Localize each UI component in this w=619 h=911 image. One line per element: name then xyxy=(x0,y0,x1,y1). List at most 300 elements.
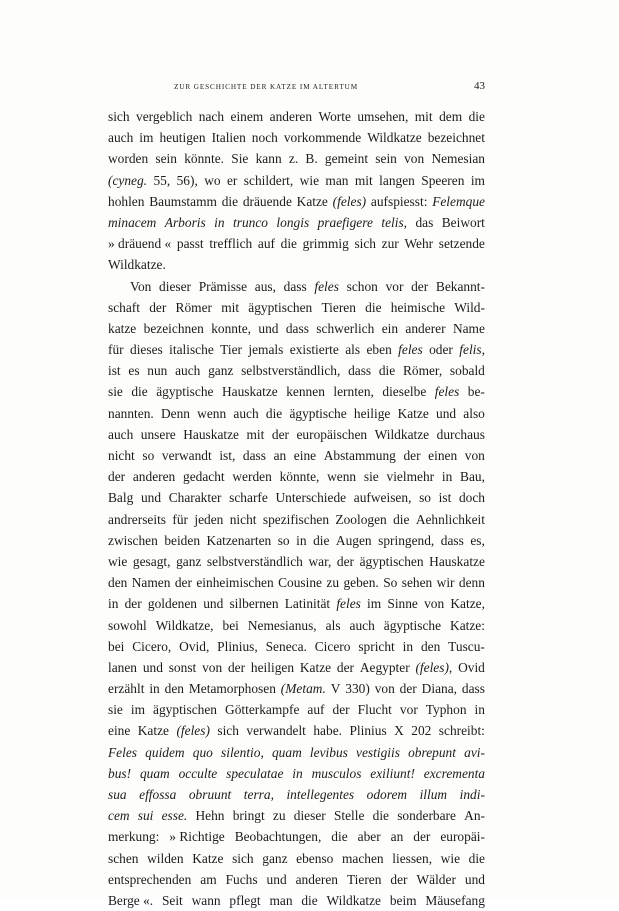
word: schreibt: xyxy=(438,723,485,739)
italic-word: silentio, xyxy=(221,744,264,760)
word: Berge «. xyxy=(108,892,154,908)
word: schildert, xyxy=(243,172,294,188)
word: » dräuend « xyxy=(108,236,172,252)
word: der xyxy=(227,659,246,675)
italic-word: in xyxy=(214,214,225,230)
word: ganz xyxy=(208,363,234,379)
word: als xyxy=(325,617,341,633)
word: in xyxy=(149,681,160,697)
word: zur xyxy=(381,236,399,252)
word: oder xyxy=(429,342,453,358)
word: den xyxy=(164,681,184,697)
text-line xyxy=(108,381,485,402)
word: Baumstamm xyxy=(149,193,217,209)
word: Namen xyxy=(131,575,171,591)
word: ist xyxy=(108,363,121,379)
text-line xyxy=(108,636,485,657)
word: be- xyxy=(467,384,485,400)
word: in xyxy=(296,532,307,548)
word: am xyxy=(200,871,217,887)
word: und xyxy=(436,405,457,421)
text-line xyxy=(108,826,485,847)
text-line xyxy=(108,784,485,805)
word: sie xyxy=(108,702,123,718)
word: dieselbe xyxy=(382,384,427,400)
italic-word: indi- xyxy=(459,787,485,802)
word: vor xyxy=(399,702,418,718)
word: den xyxy=(420,638,441,654)
word: vorkommende xyxy=(283,130,362,146)
italic-word: bus! xyxy=(108,765,132,781)
word: mit xyxy=(246,426,265,442)
italic-word: obruunt xyxy=(188,787,232,802)
word: nicht xyxy=(108,448,135,463)
word: verwandt xyxy=(161,448,212,463)
text-line xyxy=(108,720,485,741)
italic-word: terra, xyxy=(243,787,274,802)
word: werden xyxy=(232,469,272,485)
word: zwischen xyxy=(108,532,158,548)
word: für xyxy=(108,342,124,358)
word: wo xyxy=(204,172,221,188)
word: ein xyxy=(381,320,399,336)
word: lernten, xyxy=(333,384,374,400)
word: der xyxy=(336,553,355,569)
word: in xyxy=(441,469,453,485)
word: die xyxy=(365,299,382,315)
text-line xyxy=(108,233,485,254)
word: dass xyxy=(440,532,464,548)
word: für xyxy=(172,511,188,527)
word: Hauskatze xyxy=(183,426,240,442)
word: Römer, xyxy=(402,363,443,379)
word: die xyxy=(393,511,410,527)
italic-word: (feles), xyxy=(415,659,453,675)
word: und xyxy=(203,596,224,612)
word: ägyptische xyxy=(383,617,442,633)
word: Sinne xyxy=(387,596,418,612)
word: er xyxy=(226,172,238,188)
italic-word: speculatae xyxy=(226,765,284,781)
word: entsprechenden xyxy=(108,871,192,887)
italic-word: quo xyxy=(192,744,213,760)
word: anderer xyxy=(405,320,446,336)
word: wenn xyxy=(327,469,357,485)
word: ägyptische xyxy=(289,405,347,421)
word: sein xyxy=(375,151,397,167)
word: Bau, xyxy=(460,469,485,485)
word: Beobachtungen, xyxy=(234,829,322,845)
italic-word: intellegentes xyxy=(286,787,355,802)
text-line xyxy=(108,170,485,191)
word: im xyxy=(130,702,146,718)
word: schwerlich xyxy=(316,320,375,336)
word: Plinius xyxy=(349,723,387,739)
word: Wehr xyxy=(404,236,434,252)
word: sie xyxy=(108,384,123,400)
word: europäischen xyxy=(296,426,368,442)
word: auch xyxy=(108,130,134,146)
word: nach xyxy=(198,109,225,124)
word: dieser xyxy=(293,808,326,824)
word: Katzenarten xyxy=(206,532,272,548)
word: Von xyxy=(130,278,152,294)
word: sie xyxy=(363,469,379,485)
word: so xyxy=(277,532,290,548)
word: mit xyxy=(414,109,433,124)
italic-word: avi- xyxy=(464,744,485,760)
word: 55, xyxy=(153,172,171,188)
word: bei xyxy=(222,617,239,633)
word: auch xyxy=(175,363,201,379)
word: ganz xyxy=(176,553,202,569)
word: anderen xyxy=(269,109,313,124)
text-line xyxy=(108,424,485,445)
text-line xyxy=(108,445,485,466)
word: lanen xyxy=(108,659,137,675)
word: dass xyxy=(461,681,485,697)
word: 202 xyxy=(411,723,432,739)
word: Mäusefang xyxy=(425,892,485,908)
word: Katze xyxy=(299,659,332,675)
word: andrerseits xyxy=(108,511,167,527)
word: wenn xyxy=(197,405,227,421)
word: Latinität xyxy=(284,596,331,612)
word: war, xyxy=(308,553,332,569)
word: in xyxy=(474,702,485,718)
word: eben xyxy=(366,342,392,358)
word: italische xyxy=(169,342,214,358)
word: anderen xyxy=(132,469,176,485)
word: An- xyxy=(464,808,485,824)
word: Plinius, xyxy=(217,638,258,654)
word: von xyxy=(424,596,445,612)
text-line xyxy=(108,657,485,678)
word: anderen xyxy=(295,871,338,887)
word: passt xyxy=(176,236,204,252)
text-line xyxy=(108,848,485,869)
word: Götterkampfe xyxy=(225,702,300,718)
word: Katze: xyxy=(450,617,485,633)
word: ägyptischen xyxy=(359,553,424,569)
word: in xyxy=(402,638,414,654)
word: die xyxy=(221,193,239,209)
word: Typhon xyxy=(425,702,467,718)
italic-word: musculos xyxy=(311,765,362,781)
word: so xyxy=(142,448,155,463)
word: Tieren xyxy=(346,871,382,887)
word: nicht xyxy=(229,511,257,527)
word: Prämisse xyxy=(198,278,248,294)
word: goldenen xyxy=(147,596,197,612)
word: der xyxy=(399,681,417,697)
word: aus, xyxy=(254,278,276,294)
word: der xyxy=(411,278,429,294)
word: auf xyxy=(307,702,325,718)
word: sowohl xyxy=(108,617,147,633)
word: worden xyxy=(108,151,149,167)
running-title: ZUR GESCHICHTE DER KATZE IM ALTERTUM xyxy=(174,83,359,91)
italic-word: occulte xyxy=(178,765,218,781)
word: die xyxy=(468,109,485,124)
word: der xyxy=(332,702,350,718)
word: auf xyxy=(257,236,275,252)
italic-word: esse. xyxy=(161,808,188,824)
word: auch xyxy=(349,617,375,633)
word: gedacht xyxy=(183,469,225,485)
italic-word: feles xyxy=(398,342,423,358)
italic-word: sui xyxy=(137,808,154,824)
word: sonst xyxy=(168,659,197,675)
italic-word: quam xyxy=(271,744,302,760)
word: 330) xyxy=(345,681,370,697)
word: mit xyxy=(221,299,240,315)
text-line xyxy=(108,360,485,381)
word: es xyxy=(128,363,140,379)
word: ist, xyxy=(219,448,236,463)
italic-word: longis xyxy=(276,214,310,230)
italic-word: sua xyxy=(108,787,127,802)
italic-word: effossa xyxy=(139,787,177,802)
italic-word: odorem xyxy=(366,787,408,802)
word: liessen, xyxy=(392,850,433,866)
word: vor xyxy=(385,278,404,294)
word: 56), xyxy=(176,172,198,188)
body-text xyxy=(108,106,485,911)
word: ganz xyxy=(262,850,288,866)
word: Fuchs xyxy=(225,871,258,887)
word: merkung: xyxy=(108,829,160,845)
word: sonderbare xyxy=(397,808,456,824)
word: spricht xyxy=(358,638,395,654)
word: Stelle xyxy=(333,808,365,824)
word: schon xyxy=(346,278,378,294)
word: Römer xyxy=(175,299,212,315)
italic-word: quam xyxy=(139,765,170,781)
word: einem xyxy=(230,109,264,124)
word: und xyxy=(266,871,287,887)
word: Abstammung xyxy=(323,448,396,463)
text-line xyxy=(108,678,485,699)
word: wilden xyxy=(147,850,184,866)
word: wann xyxy=(191,892,221,908)
text-line xyxy=(108,509,485,530)
italic-word: excrementa xyxy=(423,765,485,781)
italic-word: quidem xyxy=(145,744,185,760)
word: z. xyxy=(288,151,299,167)
text-line xyxy=(108,805,485,826)
word: eine xyxy=(293,448,317,463)
word: und xyxy=(140,490,162,506)
word: jemals xyxy=(248,342,284,358)
word: Tier xyxy=(220,342,242,358)
word: verwandelt xyxy=(246,723,306,739)
word: sein xyxy=(155,151,177,167)
word: der xyxy=(149,299,167,315)
word: Nemesianus, xyxy=(247,617,317,633)
word: als xyxy=(345,342,361,358)
word: jeden xyxy=(194,511,224,527)
word: Metamorphosen xyxy=(188,681,276,697)
word: scharfe xyxy=(229,490,268,506)
word: Ovid xyxy=(458,659,485,675)
word: ägyptische xyxy=(156,384,214,400)
word: der xyxy=(390,871,408,887)
word: dem xyxy=(439,109,463,124)
word: auch xyxy=(108,426,134,442)
word: Worte xyxy=(318,109,351,124)
text-line xyxy=(108,742,485,763)
word: aber xyxy=(357,829,381,845)
word: vielmehr xyxy=(386,469,435,485)
word: Katze, xyxy=(450,596,485,612)
word: selbstverständlich xyxy=(206,553,303,569)
word: der xyxy=(124,596,142,612)
text-line xyxy=(108,763,485,784)
word: Nemesian xyxy=(431,151,485,167)
word: machen xyxy=(341,850,384,866)
word: wie xyxy=(299,172,320,188)
word: heutigen xyxy=(159,130,206,146)
word: europäi- xyxy=(440,829,485,845)
word: nannten. xyxy=(108,405,154,421)
text-line xyxy=(108,615,485,636)
word: der xyxy=(271,426,289,442)
word: sobald xyxy=(449,363,485,379)
word: sich xyxy=(108,109,130,124)
word: die xyxy=(280,236,297,252)
word: beim xyxy=(389,892,417,908)
text-line xyxy=(108,551,485,572)
italic-word: exiliunt! xyxy=(370,765,415,781)
word: an xyxy=(273,448,287,463)
word: dass xyxy=(285,320,309,336)
text-line xyxy=(108,106,485,127)
italic-word: Arboris xyxy=(164,214,206,230)
word: könnte, xyxy=(279,469,320,485)
word: der xyxy=(174,575,192,591)
word: langen xyxy=(379,172,415,188)
word: Wälder xyxy=(416,871,456,887)
word: habe. xyxy=(313,723,342,739)
word: zu xyxy=(272,808,286,824)
word: unsere xyxy=(140,426,176,442)
text-line xyxy=(108,487,485,508)
word: Italien xyxy=(211,130,246,146)
text-line xyxy=(108,254,485,275)
text-line xyxy=(108,890,485,911)
italic-word: telis, xyxy=(381,214,408,230)
word: der xyxy=(403,448,421,463)
word: schaft xyxy=(108,299,140,315)
word: bei xyxy=(108,638,125,654)
word: Cousine xyxy=(278,575,322,591)
word: doch xyxy=(458,490,485,506)
word: also xyxy=(463,405,485,421)
word: von xyxy=(374,681,395,697)
italic-word: (Metam. xyxy=(280,681,326,697)
word: noch xyxy=(251,130,278,146)
word: Wild- xyxy=(454,299,485,315)
text-line xyxy=(108,869,485,890)
italic-word: feles xyxy=(434,384,460,400)
word: Wildkatze xyxy=(326,892,381,908)
word: Katze xyxy=(192,850,224,866)
word: die xyxy=(331,829,348,845)
word: ägyptischen xyxy=(248,299,313,315)
word: Tuscu- xyxy=(448,638,485,654)
italic-word: illum xyxy=(419,787,448,802)
word: heiligen xyxy=(250,659,295,675)
italic-word: trunco xyxy=(233,214,268,230)
word: Aegypter xyxy=(359,659,410,675)
word: in xyxy=(108,596,119,612)
word: auch xyxy=(233,405,259,421)
word: Wildkatze. xyxy=(108,257,166,273)
word: an xyxy=(390,829,404,845)
word: heilige xyxy=(353,405,391,421)
italic-word: cem xyxy=(108,808,130,824)
word: schen xyxy=(108,850,139,866)
word: nun xyxy=(147,363,168,379)
text-line xyxy=(108,212,485,233)
italic-word: in xyxy=(292,765,303,781)
italic-word: felis, xyxy=(459,342,485,358)
italic-word: minacem xyxy=(108,214,157,230)
text-line xyxy=(108,593,485,614)
text-line xyxy=(108,339,485,360)
word: gemeint xyxy=(324,151,369,167)
word: könnte. xyxy=(184,151,225,167)
word: Aehnlichkeit xyxy=(415,511,485,527)
word: Katze xyxy=(397,405,429,421)
word: Sie xyxy=(231,151,249,167)
word: kennen xyxy=(286,384,325,400)
word: von xyxy=(464,448,485,463)
word: wie xyxy=(440,850,461,866)
word: und xyxy=(142,659,163,675)
text-line xyxy=(108,297,485,318)
word: Katze xyxy=(296,193,328,209)
text-line xyxy=(108,318,485,339)
word: die xyxy=(313,532,330,548)
word: durchaus xyxy=(436,426,485,442)
word: springend, xyxy=(378,532,435,548)
word: so xyxy=(419,490,431,506)
word: mit xyxy=(354,172,373,188)
word: Beiwort xyxy=(441,214,485,230)
word: katze xyxy=(108,320,137,336)
word: silbernen xyxy=(229,596,279,612)
italic-word: (cyneg. xyxy=(108,172,148,188)
word: selbstverständlich, xyxy=(241,363,341,379)
word: dieser xyxy=(159,278,192,294)
word: im xyxy=(367,596,382,612)
word: von xyxy=(404,151,425,167)
italic-word: levibus xyxy=(309,744,348,760)
word: die xyxy=(301,892,318,908)
word: Augen xyxy=(335,532,372,548)
italic-word: (feles) xyxy=(332,193,367,209)
word: Charakter xyxy=(168,490,222,506)
word: die xyxy=(468,850,485,866)
word: beiden xyxy=(164,532,201,548)
word: dass xyxy=(348,363,372,379)
word: die xyxy=(265,405,283,421)
word: eine xyxy=(108,723,131,739)
word: existierte xyxy=(289,342,339,358)
word: es, xyxy=(470,532,485,548)
